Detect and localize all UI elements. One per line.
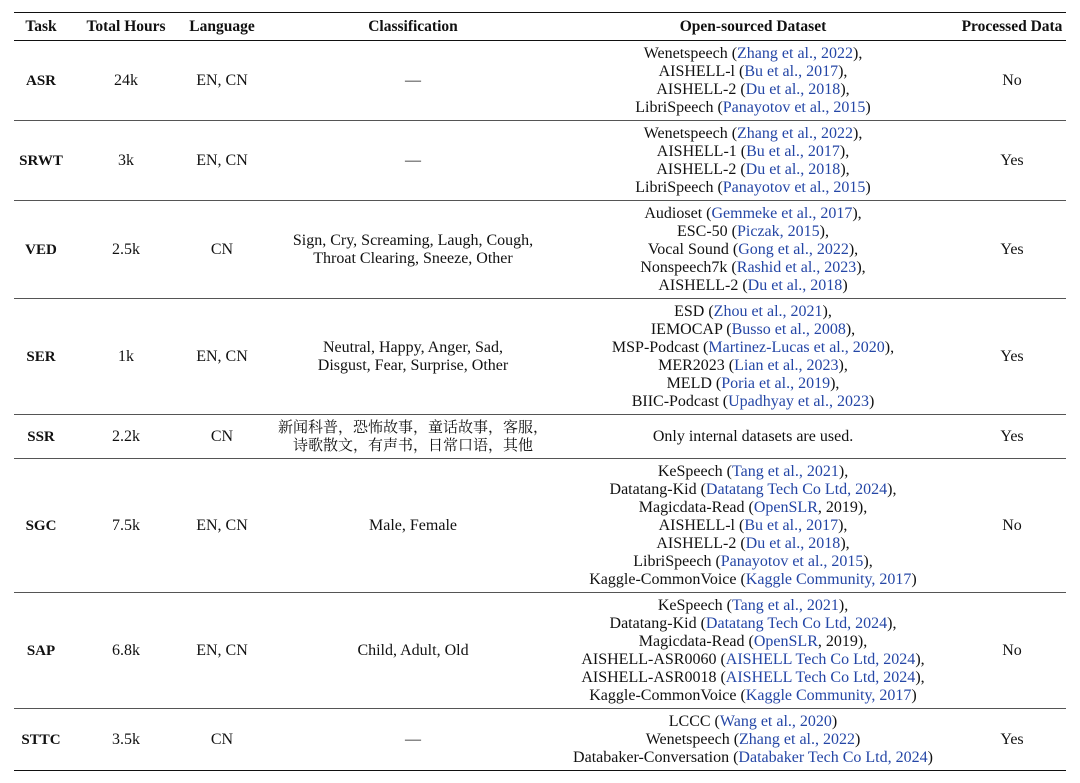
- dataset-punctuation: ),: [839, 142, 850, 160]
- classification-cell: [260, 459, 566, 593]
- dataset-punctuation: ),: [822, 302, 832, 320]
- language-cell: CN: [184, 415, 260, 459]
- dataset-entry: [566, 499, 940, 517]
- dataset-name: Wenetspeech (: [645, 730, 740, 748]
- citation-link[interactable]: Panayotov et al., 2015: [722, 98, 866, 116]
- citation-link[interactable]: Datatang Tech Co Ltd, 2024: [705, 480, 888, 498]
- dataset-entry: [566, 633, 940, 651]
- citation-link[interactable]: Zhou et al., 2021: [713, 302, 823, 320]
- dataset-name: LibriSpeech (: [635, 178, 723, 196]
- dataset-cell: [566, 121, 940, 201]
- dataset-punctuation: ),: [915, 650, 925, 668]
- citation-link[interactable]: Upadhyay et al., 2023: [728, 392, 869, 410]
- dataset-name: BIIC-Podcast (: [631, 392, 729, 410]
- dataset-entry: [566, 428, 940, 446]
- table-row: [14, 593, 1066, 709]
- dataset-entry: [566, 375, 940, 393]
- citation-link[interactable]: Gong et al., 2022: [738, 240, 849, 258]
- dataset-punctuation: ),: [819, 222, 829, 240]
- dataset-punctuation: , 2019),: [817, 498, 868, 516]
- dataset-entry: [566, 517, 940, 535]
- total-hours-cell: 24k: [68, 41, 184, 121]
- dataset-name: AISHELL-2 (: [658, 276, 748, 294]
- dataset-entry: [566, 731, 940, 749]
- classification-line: 新闻科普，恐怖故事，童话故事，客服，: [277, 419, 548, 436]
- dataset-punctuation: ),: [852, 204, 862, 222]
- table-row: [14, 459, 1066, 593]
- dataset-entry: [566, 615, 940, 633]
- processed-cell: Yes: [940, 415, 1066, 459]
- table-row: [14, 121, 1066, 201]
- dataset-name: LibriSpeech (: [633, 552, 721, 570]
- citation-link[interactable]: Tang et al., 2021: [732, 596, 839, 614]
- citation-link[interactable]: OpenSLR: [753, 498, 818, 516]
- dataset-name: AISHELL-l (: [658, 516, 745, 534]
- total-hours-cell: 1k: [68, 299, 184, 415]
- dataset-entry: [566, 241, 940, 259]
- processed-cell: No: [940, 459, 1066, 593]
- dataset-name: AISHELL-1 (: [656, 142, 747, 160]
- dataset-name: KeSpeech (: [657, 596, 732, 614]
- dataset-entry: [566, 99, 940, 117]
- dataset-name: AISHELL-ASR0018 (: [581, 668, 726, 686]
- dataset-punctuation: ),: [884, 338, 895, 356]
- task-cell: SRWT: [14, 121, 68, 201]
- dataset-punctuation: ),: [887, 480, 897, 498]
- dataset-punctuation: ),: [845, 320, 856, 338]
- citation-link[interactable]: Martinez-Lucas et al., 2020: [708, 338, 885, 356]
- dataset-entry: [566, 303, 940, 321]
- citation-link[interactable]: Datatang Tech Co Ltd, 2024: [705, 614, 888, 632]
- total-hours-cell: 3.5k: [68, 709, 184, 771]
- dataset-entry: [566, 597, 940, 615]
- dataset-cell: [566, 41, 940, 121]
- dataset-entry: [566, 749, 940, 767]
- dataset-punctuation: ),: [840, 80, 850, 98]
- citation-link[interactable]: Panayotov et al., 2015: [722, 178, 866, 196]
- dataset-name: Datatang-Kid (: [609, 480, 706, 498]
- citation-link[interactable]: Busso et al., 2008: [731, 320, 846, 338]
- task-cell: SSR: [14, 415, 68, 459]
- citation-link[interactable]: Tang et al., 2021: [732, 462, 839, 480]
- dataset-punctuation: ),: [838, 462, 849, 480]
- dataset-punctuation: ): [842, 276, 848, 294]
- total-hours-cell: 2.2k: [68, 415, 184, 459]
- language-cell: EN, CN: [184, 299, 260, 415]
- classification-cell: [260, 121, 566, 201]
- table-row: [14, 201, 1066, 299]
- citation-link[interactable]: AISHELL Tech Co Ltd, 2024: [725, 650, 916, 668]
- dataset-punctuation: ),: [838, 356, 848, 374]
- dataset-punctuation: ),: [852, 124, 863, 142]
- classification-cell: [260, 709, 566, 771]
- table-row: [14, 41, 1066, 121]
- classification-line: —: [405, 71, 421, 89]
- citation-link[interactable]: Kaggle Community, 2017: [745, 570, 912, 588]
- dataset-entry: [566, 463, 940, 481]
- column-header-language: Language: [184, 12, 260, 41]
- dataset-entry: [566, 713, 940, 731]
- dataset-name: MSP-Podcast (: [611, 338, 709, 356]
- dataset-name: Magicdata-Read (: [638, 632, 754, 650]
- dataset-punctuation: ),: [838, 596, 849, 614]
- processed-cell: Yes: [940, 709, 1066, 771]
- dataset-punctuation: ),: [848, 240, 859, 258]
- task-cell: SAP: [14, 593, 68, 709]
- citation-link[interactable]: Poria et al., 2019: [721, 374, 831, 392]
- dataset-punctuation: ),: [840, 534, 850, 552]
- dataset-name: AISHELL-2 (: [656, 534, 746, 552]
- citation-link[interactable]: Wang et al., 2020: [719, 712, 832, 730]
- dataset-name: MER2023 (: [658, 356, 735, 374]
- dataset-entry: [566, 223, 940, 241]
- dataset-entry: [566, 125, 940, 143]
- dataset-punctuation: ): [865, 98, 871, 116]
- dataset-punctuation: ),: [856, 258, 866, 276]
- task-cell: STTC: [14, 709, 68, 771]
- dataset-punctuation: ): [865, 178, 871, 196]
- citation-link[interactable]: Kaggle Community, 2017: [745, 686, 912, 704]
- task-cell: VED: [14, 201, 68, 299]
- dataset-entry: [566, 81, 940, 99]
- task-cell: SER: [14, 299, 68, 415]
- table-body: [14, 41, 1066, 771]
- classification-line: Neutral, Happy, Anger, Sad,: [322, 338, 504, 356]
- citation-link[interactable]: Du et al., 2018: [747, 276, 843, 294]
- dataset-punctuation: ),: [863, 552, 873, 570]
- classification-line: 诗歌散文，有声书，日常口语，其他: [292, 437, 533, 454]
- column-header-task: Task: [14, 12, 68, 41]
- language-cell: CN: [184, 201, 260, 299]
- dataset-name: Vocal Sound (: [647, 240, 739, 258]
- dataset-name: LCCC (: [668, 712, 720, 730]
- header-row: [14, 12, 1066, 41]
- dataset-punctuation: ),: [838, 516, 848, 534]
- dataset-entry: [566, 205, 940, 223]
- table-row: [14, 415, 1066, 459]
- dataset-name: Datatang-Kid (: [609, 614, 706, 632]
- dataset-name: Databaker-Conversation (: [573, 748, 739, 766]
- dataset-entry: [566, 63, 940, 81]
- dataset-entry: [566, 277, 940, 295]
- citation-link[interactable]: Databaker Tech Co Ltd, 2024: [738, 748, 928, 766]
- dataset-punctuation: ): [854, 730, 861, 748]
- dataset-name: Kaggle-CommonVoice (: [589, 686, 746, 704]
- dataset-entry: [566, 687, 940, 705]
- citation-link[interactable]: Bu et al., 2017: [746, 142, 840, 160]
- citation-link[interactable]: AISHELL Tech Co Ltd, 2024: [725, 668, 916, 686]
- citation-link[interactable]: Lian et al., 2023: [734, 356, 839, 374]
- language-cell: CN: [184, 709, 260, 771]
- table-row: [14, 709, 1066, 771]
- processed-cell: No: [940, 41, 1066, 121]
- language-cell: EN, CN: [184, 459, 260, 593]
- dataset-entry: [566, 357, 940, 375]
- dataset-punctuation: ): [831, 712, 838, 730]
- dataset-punctuation: ),: [838, 62, 848, 80]
- task-cell: SGC: [14, 459, 68, 593]
- dataset-entry: [566, 259, 940, 277]
- dataset-name: AISHELL-2 (: [656, 80, 746, 98]
- total-hours-cell: 6.8k: [68, 593, 184, 709]
- citation-link[interactable]: Zhang et al., 2022: [737, 44, 853, 62]
- citation-link[interactable]: Bu et al., 2017: [744, 516, 839, 534]
- classification-cell: [260, 415, 566, 459]
- dataset-name: ESC-50 (: [677, 222, 737, 240]
- dataset-punctuation: ),: [840, 160, 850, 178]
- dataset-name: AISHELL-2 (: [656, 160, 746, 178]
- citation-link[interactable]: Zhang et al., 2022: [737, 124, 853, 142]
- dataset-name: MELD (: [666, 374, 722, 392]
- total-hours-cell: 7.5k: [68, 459, 184, 593]
- dataset-punctuation: ): [911, 686, 917, 704]
- citation-link[interactable]: Du et al., 2018: [745, 534, 841, 552]
- language-cell: EN, CN: [184, 41, 260, 121]
- citation-link[interactable]: OpenSLR: [753, 632, 818, 650]
- column-header-total-hours: Total Hours: [68, 12, 184, 41]
- citation-link[interactable]: Rashid et al., 2023: [736, 258, 857, 276]
- column-header-classification: Classification: [260, 12, 566, 41]
- classification-line: Throat Clearing, Sneeze, Other: [313, 249, 513, 267]
- dataset-entry: [566, 393, 940, 411]
- dataset-cell: [566, 201, 940, 299]
- dataset-entry: [566, 321, 940, 339]
- language-cell: EN, CN: [184, 593, 260, 709]
- classification-cell: [260, 299, 566, 415]
- dataset-entry: [566, 481, 940, 499]
- citation-link[interactable]: Du et al., 2018: [745, 80, 841, 98]
- citation-link[interactable]: Panayotov et al., 2015: [720, 552, 864, 570]
- table-header: [14, 12, 1066, 41]
- dataset-name: Only internal datasets are used.: [652, 427, 854, 445]
- table-row: [14, 299, 1066, 415]
- dataset-entry: [566, 161, 940, 179]
- dataset-name: Wenetspeech (: [643, 124, 738, 142]
- processed-cell: Yes: [940, 121, 1066, 201]
- dataset-punctuation: ),: [830, 374, 840, 392]
- column-header-dataset: Open-sourced Dataset: [566, 12, 940, 41]
- dataset-punctuation: ): [868, 392, 875, 410]
- column-header-processed: Processed Data: [940, 12, 1066, 41]
- dataset-name: AISHELL-ASR0060 (: [581, 650, 726, 668]
- dataset-punctuation: ),: [887, 614, 897, 632]
- dataset-cell: [566, 593, 940, 709]
- dataset-cell: [566, 415, 940, 459]
- total-hours-cell: 2.5k: [68, 201, 184, 299]
- dataset-entry: [566, 571, 940, 589]
- dataset-summary-table: [14, 12, 1066, 771]
- dataset-name: AISHELL-l (: [658, 62, 745, 80]
- dataset-cell: [566, 299, 940, 415]
- dataset-punctuation: , 2019),: [817, 632, 868, 650]
- classification-line: —: [405, 730, 421, 748]
- dataset-entry: [566, 669, 940, 687]
- classification-line: Child, Adult, Old: [357, 641, 469, 659]
- dataset-entry: [566, 45, 940, 63]
- dataset-punctuation: ): [927, 748, 933, 766]
- total-hours-cell: 3k: [68, 121, 184, 201]
- processed-cell: No: [940, 593, 1066, 709]
- classification-line: Disgust, Fear, Surprise, Other: [317, 356, 509, 374]
- classification-cell: [260, 201, 566, 299]
- dataset-name: Kaggle-CommonVoice (: [589, 570, 746, 588]
- classification-line: Sign, Cry, Screaming, Laugh, Cough,: [292, 231, 534, 249]
- citation-link[interactable]: Bu et al., 2017: [744, 62, 839, 80]
- citation-link[interactable]: Gemmeke et al., 2017: [711, 204, 853, 222]
- citation-link[interactable]: Du et al., 2018: [745, 160, 841, 178]
- classification-cell: [260, 593, 566, 709]
- dataset-entry: [566, 553, 940, 571]
- language-cell: EN, CN: [184, 121, 260, 201]
- dataset-cell: [566, 709, 940, 771]
- dataset-entry: [566, 179, 940, 197]
- dataset-entry: [566, 339, 940, 357]
- dataset-name: Nonspeech7k (: [640, 258, 737, 276]
- dataset-punctuation: ),: [915, 668, 925, 686]
- dataset-name: KeSpeech (: [657, 462, 732, 480]
- dataset-name: LibriSpeech (: [635, 98, 723, 116]
- dataset-cell: [566, 459, 940, 593]
- citation-link[interactable]: Piczak, 2015: [737, 222, 820, 240]
- classification-line: Male, Female: [369, 516, 457, 534]
- classification-line: —: [405, 151, 421, 169]
- dataset-name: IEMOCAP (: [650, 320, 732, 338]
- dataset-entry: [566, 535, 940, 553]
- dataset-name: Wenetspeech (: [643, 44, 738, 62]
- dataset-entry: [566, 651, 940, 669]
- dataset-name: ESD (: [674, 302, 714, 320]
- dataset-punctuation: ),: [852, 44, 863, 62]
- dataset-punctuation: ): [911, 570, 917, 588]
- task-cell: ASR: [14, 41, 68, 121]
- citation-link[interactable]: Zhang et al., 2022: [739, 730, 855, 748]
- dataset-entry: [566, 143, 940, 161]
- processed-cell: Yes: [940, 201, 1066, 299]
- processed-cell: Yes: [940, 299, 1066, 415]
- dataset-name: Audioset (: [644, 204, 712, 222]
- dataset-name: Magicdata-Read (: [638, 498, 754, 516]
- classification-cell: [260, 41, 566, 121]
